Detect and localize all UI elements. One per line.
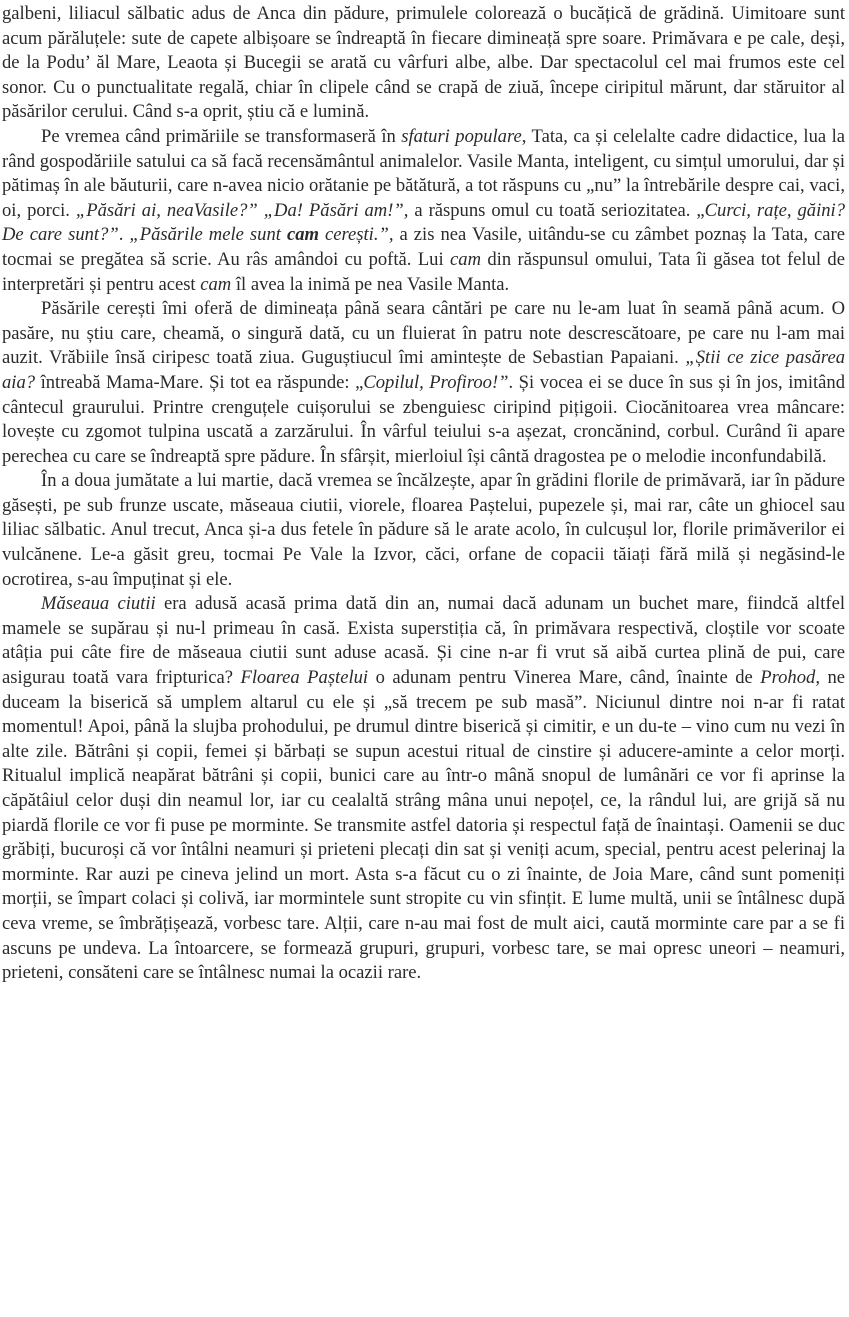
emphasis-italic: cam xyxy=(200,273,232,295)
text-run: ne duceam la biserică să umplem altarul cu ele și „să trecem pe sub masă”. Niciunul dintre noi n-ar fi ratat momentul! Apoi, până la slujba prohodului, pe drumul dintre biserică și cimitir, e un du-te – vino cum nu vezi în alte zile. Bătrâni și copii, femei și bărbați se supun acestui ritual de cinstire și aducere-aminte a celor morți. Ritualul implică neapărat bătrâni și copii, bunici care au într-o mână snopul de lumânări ce vor fi aprinse la căpătâiul celor duși din neamul lor, iar cu cealaltă strâng mâna unui nepoțel, ce, la rândul lui, are grijă să nu piardă florile ce vor fi puse pe morminte. Se transmite astfel datoria și respectul față de înaintași. Oamenii se duc grăbiți, bucuroși că vor întâlni neamuri și prieteni plecați din sat și veniți acum, special, pentru acest pelerinaj la morminte. Rar auzi pe cineva jelind un mort. Asta s-a făcut cu o zi înainte, de Joia Mare, când sunt pomeniți morții, se împart colaci și colivă, iar mormintele sunt stropite cu vin sfințit. E lume multă, unii se întâlnesc după ceva vreme, se îmbrățișează, vorbesc tare. Alții, care n-au mai fost de mult aici, caută morminte care par a se fi ascuns pe undeva. La întoarcere, se formează grupuri, grupuri, vorbesc tare, se mai opresc uneori – neamuri, prieteni, consăteni care se întâlnesc numai la ocazii rare. xyxy=(2,667,846,984)
text-run: galbeni, liliacul sălbatic adus de Anca din pădure, primulele colorează o bucățică de grădină. Uimitoare sunt acum părăluțele: sute de capete albișoare se îndreaptă în fiecare dimineață spre soare. Primăvara e pe cale, deși, de la Podu’ ăl Mare, Leaota și Bucegii se arată cu vârfuri albe, albe. Dar spectacolul cel mai frumos este cel sonor. Cu o punctualitate regală, chiar în clipele când se crapă de ziuă, începe ciripitul mărunt, dar stăruitor al păsărilor cerului. Când s-a oprit, știu că e lumină. xyxy=(2,3,845,123)
text-run: era adusă acasă prima dată din an, numai dacă adunam un buchet mare, fiindcă altfel mamele se supărau și nu-l primeau în casă. Exista superstiția că, în primăvara respectivă, cloștile vor scoate atâția pui câte fire de măseaua ciutii sunt aduse acasă. Și cine n-ar fi vrut să aibă curtea plină de pui, care asigurau toată vara fripturica? xyxy=(2,593,845,689)
emphasis-italic: Curci, rațe, găini? De care sunt?” xyxy=(2,199,845,246)
emphasis-italic: Măseaua ciutii xyxy=(41,593,156,615)
emphasis-italic: Prohod, xyxy=(760,667,820,689)
body-paragraph xyxy=(2,297,845,469)
emphasis-italic: „Păsările mele sunt xyxy=(129,224,287,246)
text-run: a răspuns omul cu toată seriozitatea. „ xyxy=(408,199,705,221)
emphasis-italic: Copilul, Profiroo!” xyxy=(363,371,509,393)
emphasis-italic: cerești.”, xyxy=(318,224,394,246)
emphasis-italic: Floarea Paștelui xyxy=(240,667,369,689)
text-run: . Și vocea ei se duce în sus și în jos, imitând cântecul graurului. Printre crenguțele cuișorului se zbenguiesc ciripind pițigoii. Ciocănitoarea vrea mâncare: lovește cu zgomot tulpina uscată a zarzărului. În vârful teiului s-a așezat, croncănind, corbul. Curând îi apare perechea cu care se îndreaptă spre pădure. În sfârșit, mierloiul își cântă dragostea pe o melodie inconfundabilă. xyxy=(2,371,846,467)
emphasis-italic: „Știi ce zice pasărea aia? xyxy=(2,347,845,393)
emphasis-bold-italic: cam xyxy=(286,224,319,246)
text-run: îl avea la inimă pe nea Vasile Manta. xyxy=(231,273,510,295)
body-paragraph xyxy=(2,2,845,125)
body-paragraph xyxy=(2,469,845,592)
emphasis-italic: cam xyxy=(450,248,481,270)
text-run: Pe vremea când primăriile se transformaseră în xyxy=(41,125,402,147)
text-run: În a doua jumătate a lui martie, dacă vremea se încălzește, apar în grădini florile de primăvară, iar în pădure găsești, pe sub frunze uscate, măseaua ciutii, viorele, floarea Paștelui, pupezele și, mai rar, câte un ghiocel sau liliac sălbatic. Anul trecut, Anca și-a dus fetele în pădure să le arate acolo, în culcușul lor, florile primăverilor ei vulcănene. Le-a găsit greu, tocmai Pe Vale la Izvor, căci, orfane de copacii tăiați fără milă și negăsind-le ocrotirea, s-au împuținat și ele. xyxy=(2,470,845,590)
text-run: a zis nea Vasile, uitându-se cu zâmbet poznaș la Tata, care tocmai se pregătea să scrie. Au râs amândoi cu poftă. Lui xyxy=(2,224,845,270)
text-run: întreabă Mama-Mare. Și tot ea răspunde: „ xyxy=(35,371,364,393)
text-run: o adunam pentru Vinerea Mare, când, înainte de xyxy=(368,667,761,689)
body-paragraph xyxy=(2,592,845,986)
text-run: din răspunsul omului, Tata îi găsea tot felul de interpretări și pentru acest xyxy=(2,248,845,295)
body-paragraph xyxy=(2,125,845,297)
emphasis-italic: sfaturi populare xyxy=(401,125,522,147)
text-run: . xyxy=(118,224,130,246)
text-run: , Tata, ca și celelalte cadre didactice, lua la rând gospodăriile satului ca să facă recensământul animalelor. Vasile Manta, inteligent, cu simțul umorului, dar și pătimaș în ale băuturii, care n-avea nicio orătanie pe bătătură, a tot răspuns cu „nu” la întrebările despre cai, vaci, oi, porci. xyxy=(2,125,845,221)
text-run: Păsările cerești îmi oferă de dimineața până seara cântări pe care nu le-am luat în seamă până acum. O pasăre, nu știu care, cheamă, o singură dată, cu un fluierat în patru note descrescătoare, pe care nu l-am mai auzit. Vrăbiile însă ciripesc toată ziua. Guguștiucul îmi amintește de Sebastian Papaiani. xyxy=(2,298,845,369)
emphasis-italic: „Păsări ai, neaVasile?” „Da! Păsări am!”, xyxy=(75,199,409,221)
